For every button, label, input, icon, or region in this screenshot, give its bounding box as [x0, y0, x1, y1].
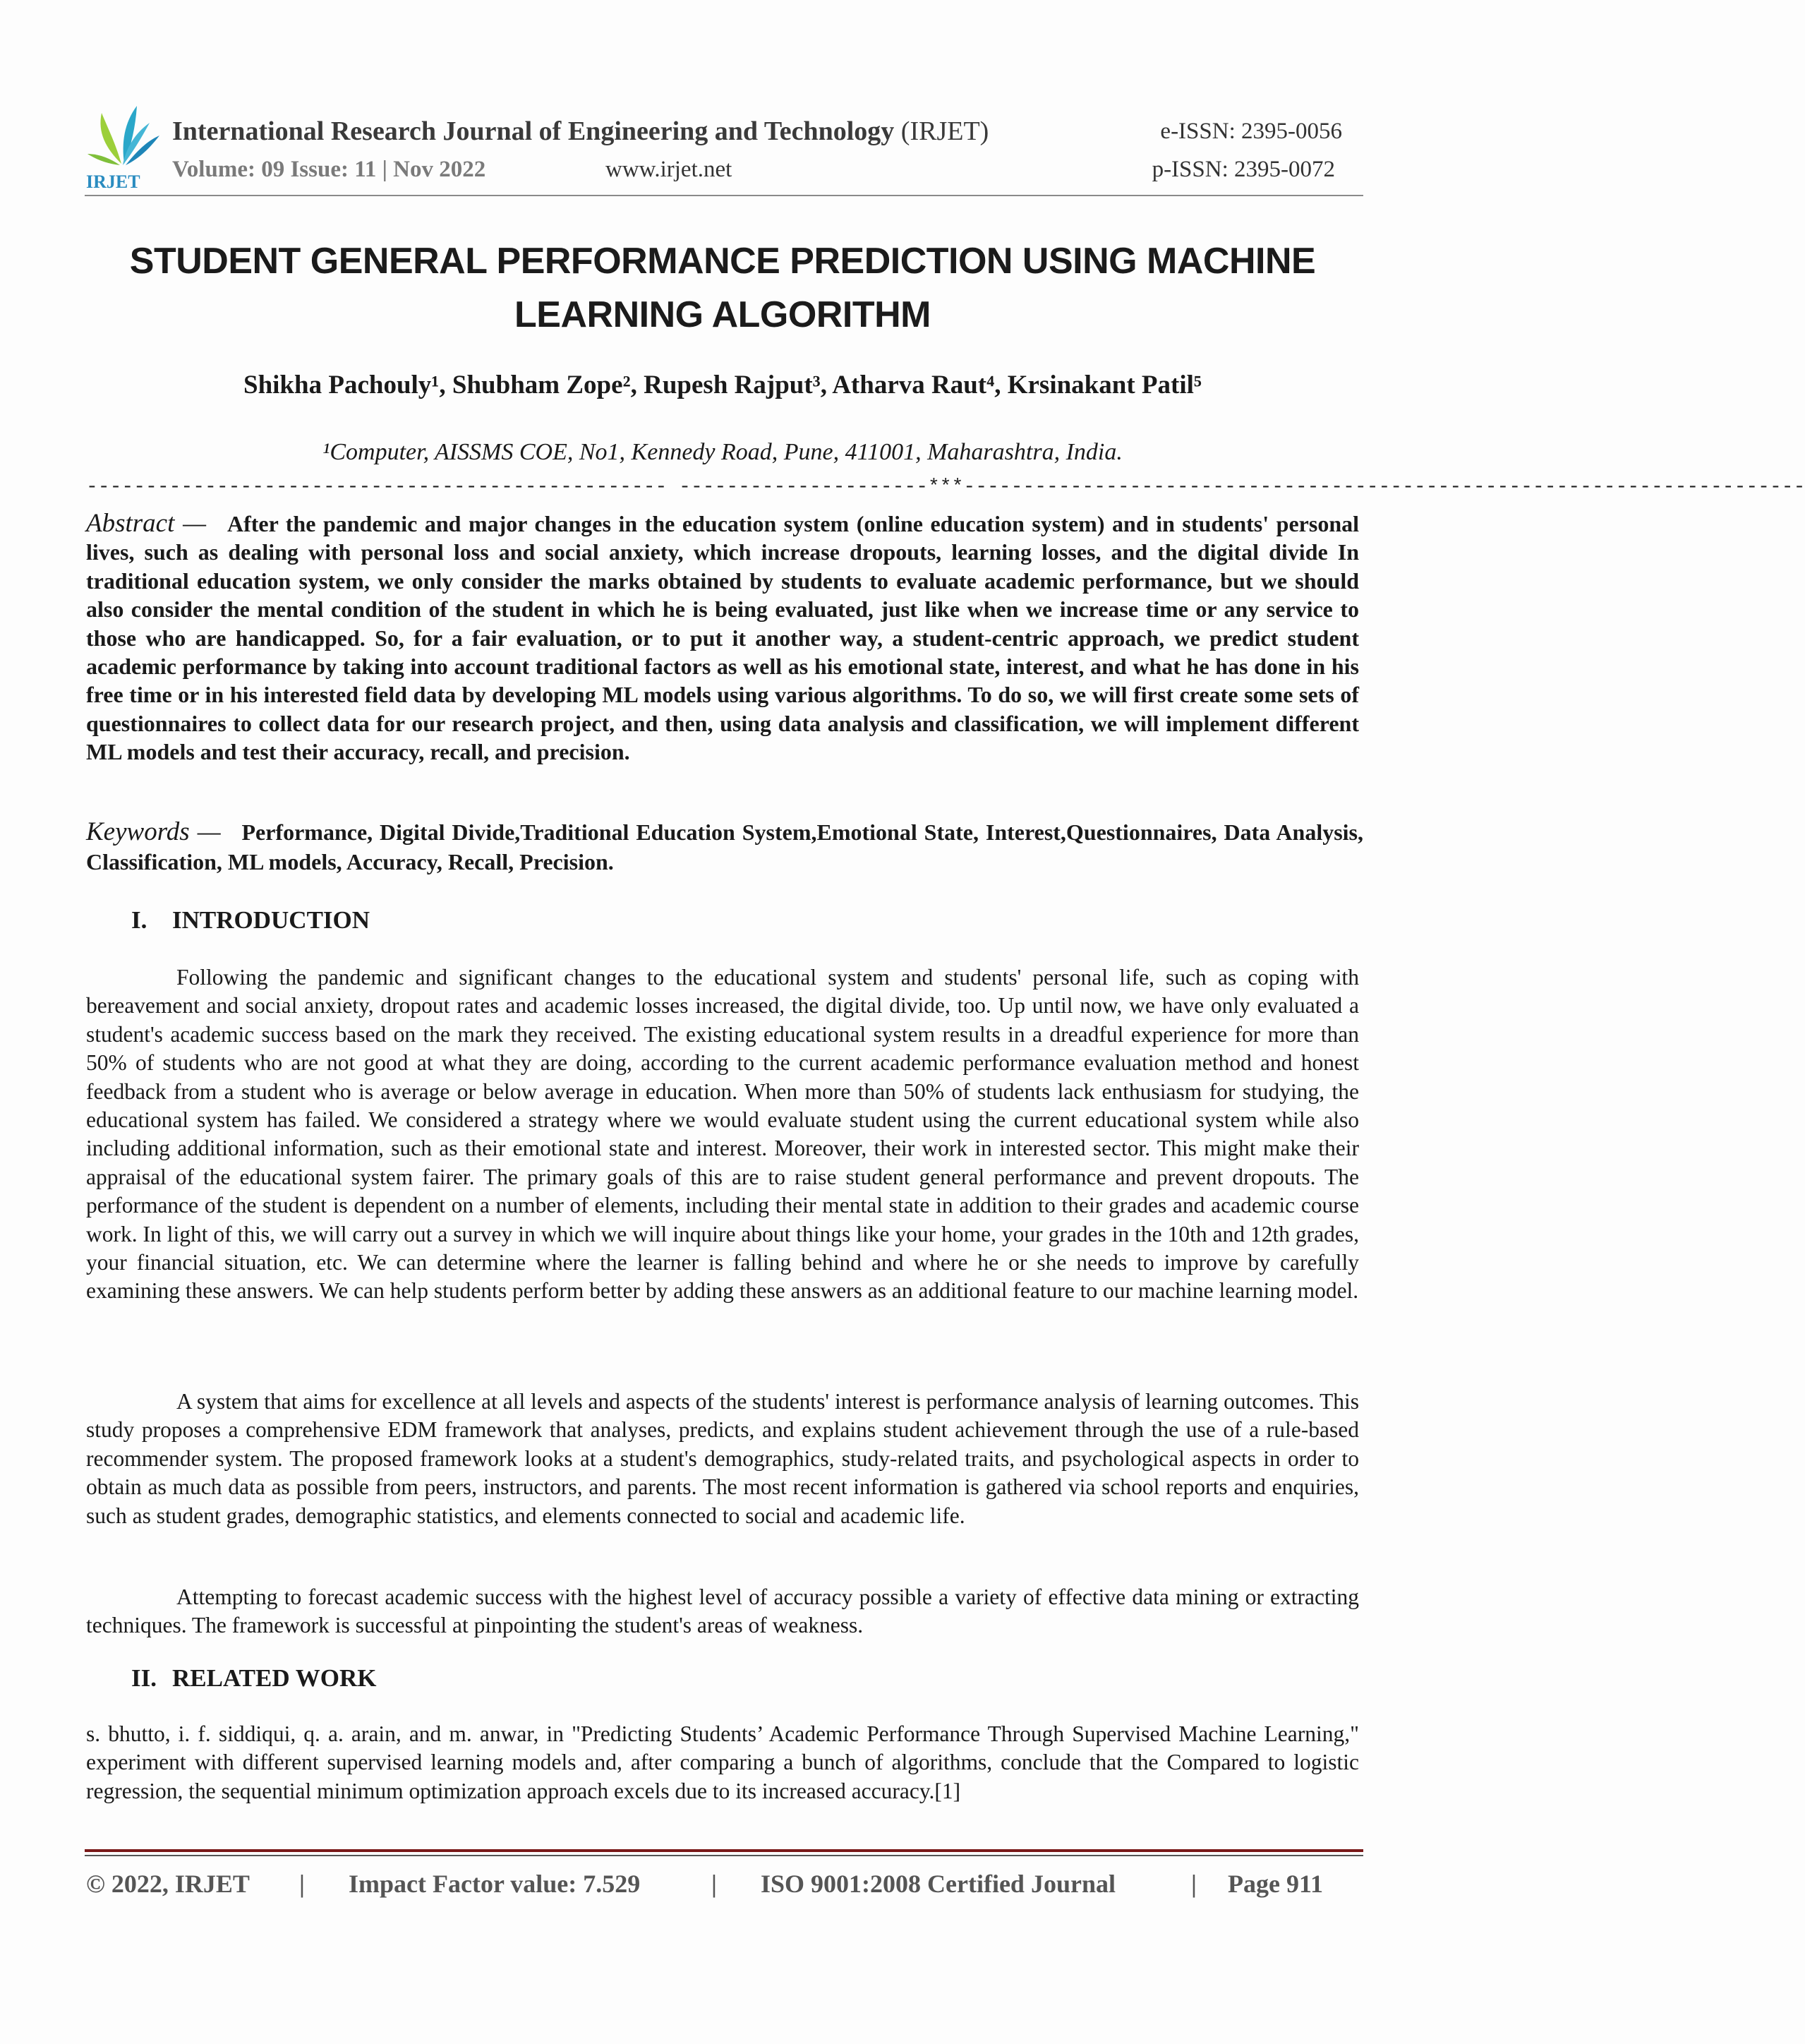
title-line-1: STUDENT GENERAL PERFORMANCE PREDICTION USING MACHINE: [129, 241, 1316, 282]
abstract-label: Abstract —: [86, 509, 207, 538]
section-heading-introduction: [131, 906, 370, 934]
section-title: INTRODUCTION: [172, 906, 370, 934]
footer-separator: |: [299, 1870, 305, 1898]
eissn: e-ISSN: 2395-0056: [1160, 119, 1342, 144]
title-line-2: LEARNING ALGORITHM: [514, 294, 931, 335]
footer-copyright: © 2022, IRJET: [86, 1870, 250, 1898]
irjet-logo-icon: [85, 99, 162, 191]
journal-website: www.irjet.net: [605, 157, 732, 182]
section-number: I.: [131, 906, 147, 934]
issue-info: Volume: 09 Issue: 11 | Nov 2022: [172, 157, 486, 182]
section-title: RELATED WORK: [172, 1664, 377, 1692]
keywords: [86, 817, 1363, 877]
authors: Shikha Pachouly¹, Shubham Zope², Rupesh Rajput³, Atharva Raut⁴, Krsinakant Patil⁵: [243, 371, 1202, 399]
irjet-logo: [85, 99, 162, 191]
footer-separator: |: [1191, 1870, 1197, 1898]
separator: ------------------------------------------------- ---------------------***-----------------------------------------------------------------------: [86, 476, 1805, 498]
journal-abbr: (IRJET): [900, 116, 989, 146]
intro-paragraph-2: A system that aims for excellence at all levels and aspects of the students' interest is performance analysis of learning outcomes. This study proposes a comprehensive EDM framework that analyses, predicts, and explains student achievement through the use of a rule-based recommender system. The proposed framework looks at a student's demographics, study-related traits, and psychological aspects in order to obtain as much data as possible from peers, instructors, and parents. The most recent information is gathered via school reports and enquiries, such as student grades, demographic statistics, and elements connected to social and academic life.: [86, 1389, 1359, 1528]
abstract-text: After the pandemic and major changes in the education system (online education system) and in students' personal lives, such as dealing with personal loss and social anxiety, which increase dropouts, learning losses, and the digital divide In traditional education system, we only consider the marks obtained by students to evaluate academic performance, but we should also consider the mental condition of the student in which he is being evaluated, just like when we increase time or any service to those who are handicapped. So, for a fair evaluation, or to put it another way, a student-centric approach, we predict student academic performance by taking into account traditional factors as well as his emotional state, interest, and what he has done in his free time or in his interested field data by developing ML models using various algorithms. To do so, we will first create some sets of questionnaires to collect data for our research project, and then, using data analysis and classification, we will implement different ML models and test their accuracy, recall, and precision.: [86, 511, 1360, 765]
affiliation: ¹Computer, AISSMS COE, No1, Kennedy Road, Pune, 411001, Maharashtra, India.: [322, 439, 1123, 465]
footer-impact-factor: Impact Factor value: 7.529: [349, 1870, 641, 1898]
section-heading-related-work: [131, 1664, 376, 1693]
paper-title: [106, 234, 1339, 342]
svg-text:IRJET: IRJET: [86, 172, 140, 192]
journal-name: International Research Journal of Engineering and Technology: [172, 116, 895, 146]
footer-separator: |: [711, 1870, 717, 1898]
keywords-label: Keywords —: [86, 817, 221, 846]
footer-divider-thin: [85, 1855, 1363, 1856]
pissn: p-ISSN: 2395-0072: [1152, 157, 1335, 182]
footer-page: Page 911: [1228, 1870, 1323, 1898]
footer-divider: [85, 1849, 1363, 1852]
intro-paragraph-1: Following the pandemic and significant changes to the educational system and students' personal life, such as coping with bereavement and social anxiety, dropout rates and academic losses increased, the digital divide, too. Up until now, we have only evaluated a student's academic success based on the mark they received. The existing educational system results in a dreadful experience for more than 50% of students who are not good at what they are doing, according to the current academic performance evaluation method and honest feedback from a student who is average or below average in education. When more than 50% of students lack enthusiasm for studying, the educational system has failed. We considered a strategy where we would evaluate student using the current educational system while also including additional information, such as their emotional state and interest. Moreover, their work in interested sector. This might make their appraisal of the educational system fairer. The primary goals of this are to raise student general performance and prevent dropouts. The performance of the student is dependent on a number of elements, including their mental state in addition to their grades and academic course work. In light of this, we will carry out a survey in which we will inquire about things like your home, your grades in the 10th and 12th grades, your financial situation, etc. We can determine where the learner is falling behind and where he or she needs to improve by carefully examining these answers. We can help students perform better by adding these answers as an additional feature to our machine learning model.: [86, 965, 1359, 1304]
abstract: [86, 510, 1359, 766]
intro-paragraph-3: Attempting to forecast academic success with the highest level of accuracy possible a variety of effective data mining or extracting techniques. The framework is successful at pinpointing the student's areas of weakness.: [86, 1585, 1359, 1638]
footer-iso: ISO 9001:2008 Certified Journal: [761, 1870, 1116, 1898]
section-number: II.: [131, 1664, 157, 1692]
header-divider: [85, 195, 1363, 196]
keywords-text: Performance, Digital Divide,Traditional Education System,Emotional State, Interest,Questionnaires, Data Analysis, Classification, ML models, Accuracy, Recall, Precision.: [86, 819, 1364, 874]
journal-title: [172, 116, 989, 147]
related-paragraph-1: s. bhutto, i. f. siddiqui, q. a. arain, and m. anwar, in "Predicting Students’ Academic Performance Through Supervised Machine Learning," experiment with different supervised learning models and, after comparing a bunch of algorithms, conclude that the Compared to logistic regression, the sequential minimum optimization approach excels due to its increased accuracy.[1]: [86, 1721, 1359, 1803]
